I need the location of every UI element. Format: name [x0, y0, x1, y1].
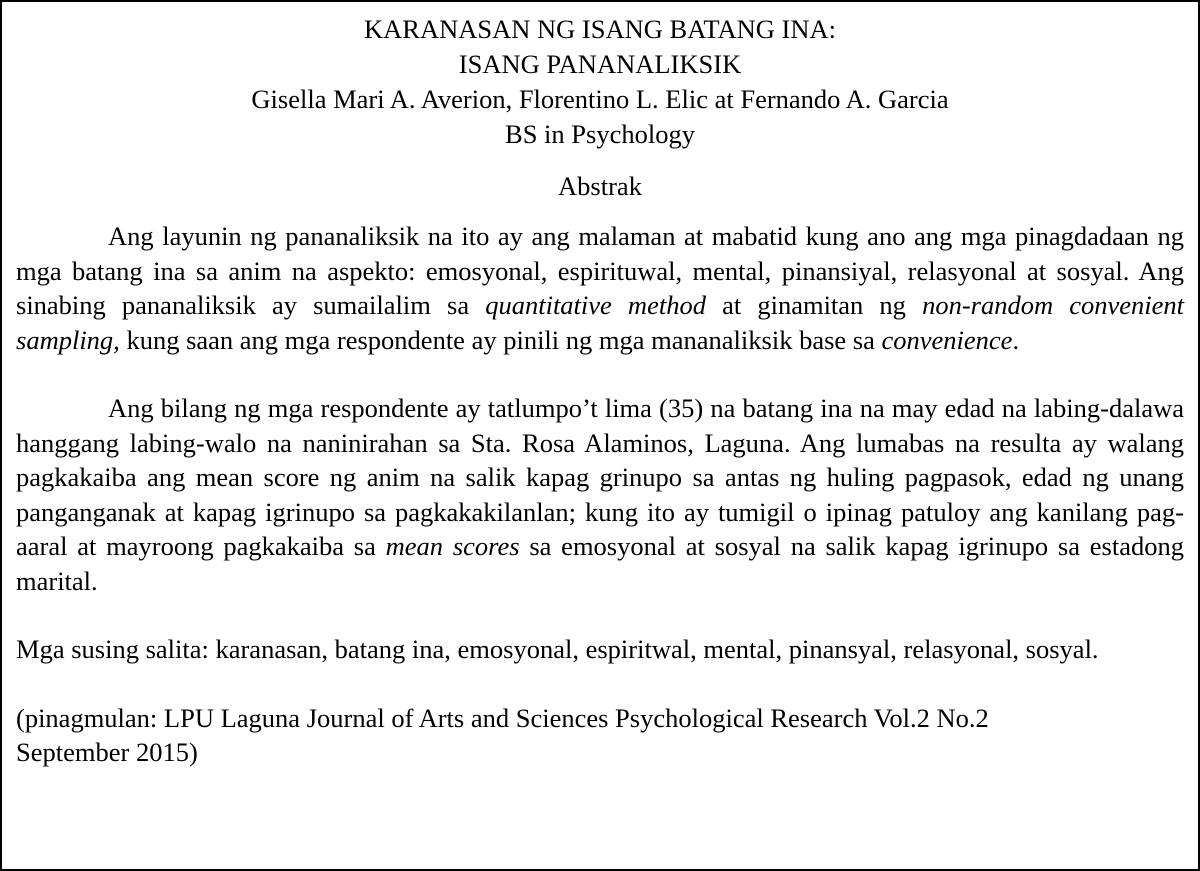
paper-title-line-1: KARANASAN NG ISANG BATANG INA:	[364, 14, 836, 44]
paragraph-1-text-b: at ginamitan ng	[705, 290, 923, 320]
title-block	[16, 12, 1184, 152]
abstract-paragraph-1	[16, 219, 1184, 357]
paper-program: BS in Psychology	[505, 119, 695, 149]
paragraph-1-italic-method: quantitative method	[485, 290, 706, 320]
abstract-paragraph-2	[16, 391, 1184, 598]
paragraph-1-text-a: Ang layunin ng pananaliksik na ito ay ang malaman at mabatid kung ano ang mga pinagdadaan ng mga batang ina sa anim na aspekto: emosyonal, espirituwal, mental, pinansiyal, relasyonal at sosyal. Ang sinabing pananaliksik ay sumailalim sa	[16, 221, 1184, 320]
source-citation-line-2: September 2015)	[16, 737, 198, 767]
paragraph-1-italic-convenience: convenience	[881, 324, 1013, 355]
paragraph-2-text-a: Ang bilang ng mga respondente ay tatlumpo’t lima (35) na batang ina na may edad na labing-dalawa hanggang labing-walo na naninirahan sa Sta. Rosa Alaminos, Laguna. Ang lumabas na resulta ay walang pagkakaiba ang mean score ng anim na salik kapag grinupo sa antas ng huling pagpasok, edad ng unang panganganak at kapag igrinupo sa pagkakakilanlan; kung ito ay tumigil o ipinag patuloy ang kanilang pag-aaral at mayroong pagkakaiba sa	[16, 393, 1184, 561]
paragraph-1-text-d: .	[1012, 324, 1020, 355]
paragraph-1-italic-sampling: non-random convenient sampling,	[16, 290, 1184, 355]
abstract-heading: Abstrak	[558, 171, 642, 201]
paragraph-2-text-b: sa emosyonal at sosyal na salik kapag igrinupo sa estadong marital.	[16, 531, 1184, 596]
source-citation	[16, 701, 1184, 770]
source-citation-line-1: (pinagmulan: LPU Laguna Journal of Arts and Sciences Psychological Research Vol.2 No.2	[16, 702, 989, 733]
paper-authors: Gisella Mari A. Averion, Florentino L. Elic at Fernando A. Garcia	[251, 84, 949, 114]
keywords-paragraph: Mga susing salita: karanasan, batang ina, emosyonal, espiritwal, mental, pinansyal, relasyonal, sosyal.	[16, 634, 1099, 664]
paragraph-2-italic-mean-scores: mean scores	[385, 531, 520, 561]
paper-title-line-2: ISANG PANANALIKSIK	[458, 49, 742, 79]
paragraph-1-text-c: kung saan ang mga respondente ay pinili ng mga mananaliksik base sa	[119, 324, 882, 355]
